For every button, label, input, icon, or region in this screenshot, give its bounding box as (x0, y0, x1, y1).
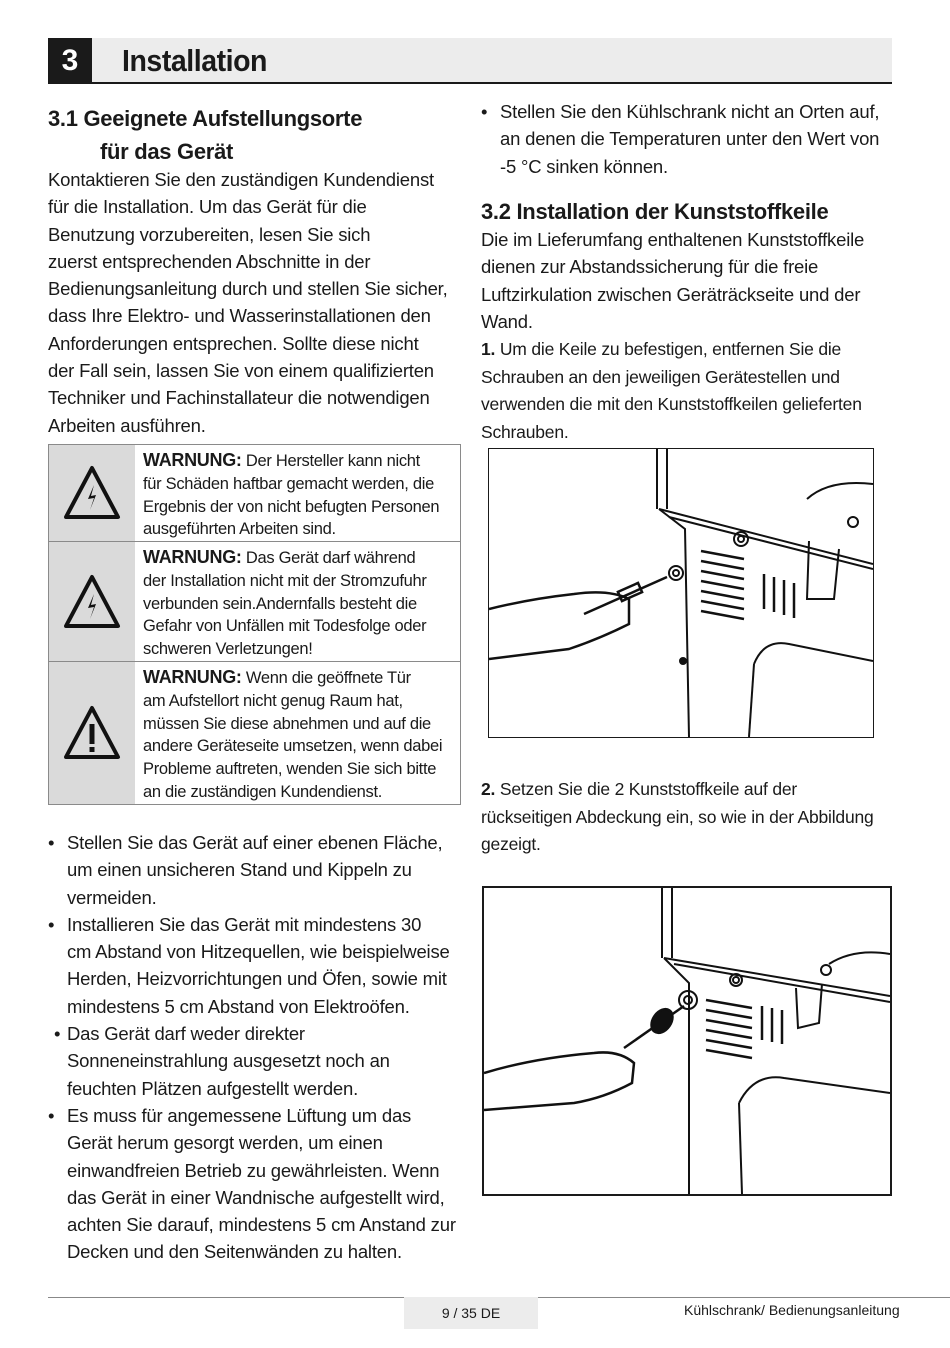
placement-bullet-list (48, 829, 458, 1266)
intro-line: Die im Lieferumfang enthaltenen Kunststoffkeile (481, 229, 865, 250)
warning-row (49, 445, 460, 542)
warning-label: WARNUNG: (143, 450, 242, 470)
list-item (48, 911, 458, 1020)
heading-3-1-line2: für das Gerät (100, 139, 234, 164)
bullet-line: Decken und den Seitenwänden zu halten. (67, 1241, 402, 1263)
bullet-line: feuchten Plätzen aufgestellt werden. (67, 1077, 359, 1099)
bullet-line: Das Gerät darf weder direkter (67, 1023, 305, 1045)
electric-shock-warning-icon (49, 445, 135, 541)
step-number: 1. (481, 339, 496, 359)
warning-line: an die zuständigen Kundendienst. (143, 782, 383, 801)
warning-line: Probleme auftreten, wenden Sie sich bitte (143, 760, 437, 779)
step-1 (481, 336, 901, 446)
warning-line: Ergebnis der von nicht befugten Personen (143, 497, 440, 516)
warning-label: WARNUNG: (143, 547, 242, 567)
step-line: Schrauben an den jeweiligen Gerätestellen und (481, 366, 840, 387)
bullet-line: mindestens 5 cm Abstand von Elektroöfen. (67, 995, 410, 1017)
heading-3-1-line1: 3.1 Geeignete Aufstellungsorte (48, 106, 363, 131)
bullet-line: -5 °C sinken können. (500, 155, 668, 177)
intro-line: für die Installation. Um das Gerät für die (48, 196, 367, 218)
bullet-line: cm Abstand von Hitzequellen, wie beispielweise (67, 941, 450, 963)
warning-line: andere Geräteseite umsetzen, wenn dabei (143, 737, 443, 756)
intro-line: Techniker und Fachinstallateur die notwendigen (48, 387, 430, 409)
warning-text (135, 445, 445, 541)
step-line: Setzen Sie die 2 Kunststoffkeile auf der (495, 779, 798, 799)
section-number: 3 (48, 38, 92, 84)
bullet-marker: • (48, 832, 55, 853)
step-line: Schrauben. (481, 421, 569, 442)
warning-line: für Schäden haftbar gemacht werden, die (143, 474, 434, 493)
list-item (48, 1020, 458, 1102)
page-number: 9 / 35 DE (404, 1297, 538, 1329)
intro-line: Wand. (481, 310, 533, 332)
warning-line: Der Hersteller kann nicht (241, 452, 420, 470)
warning-line: Das Gerät darf während (241, 549, 416, 567)
warning-row (49, 662, 460, 804)
warning-line: schweren Verletzungen! (143, 640, 313, 659)
intro-paragraph (48, 166, 458, 439)
intro-line: dass Ihre Elektro- und Wasserinstallationen den (48, 305, 431, 327)
warning-label: WARNUNG: (143, 667, 242, 687)
section-title: Installation (122, 43, 268, 78)
step-2 (481, 776, 901, 859)
list-item (48, 1102, 458, 1266)
list-item (48, 829, 458, 911)
wedge-installation-illustration (482, 886, 892, 1196)
warning-line: Wenn die geöffnete Tür (241, 669, 411, 687)
intro-line: Benutzung vorzubereiten, lesen Sie sich (48, 223, 371, 245)
bullet-line: Installieren Sie das Gerät mit mindestens 30 (67, 913, 422, 935)
warning-line: Gefahr von Unfällen mit Todesfolge oder (143, 617, 427, 636)
step-line: gezeigt. (481, 834, 541, 854)
warning-line: verbunden sein.Andernfalls besteht die (143, 594, 417, 613)
intro-line: Kontaktieren Sie den zuständigen Kundendienst (48, 169, 434, 190)
bullet-marker: • (54, 1023, 61, 1045)
bullet-line: achten Sie darauf, mindestens 5 cm Anstand zur (67, 1214, 456, 1236)
bullet-line: Stellen Sie den Kühlschrank nicht an Orten auf, (500, 101, 880, 122)
warning-row (49, 542, 460, 662)
bullet-marker: • (48, 913, 55, 935)
bullet-marker: • (48, 1104, 55, 1126)
bullet-line: einwandfreien Betrieb zu gewährleisten. Wenn (67, 1159, 440, 1181)
warning-line: der Installation nicht mit der Stromzufuhr (143, 571, 427, 590)
step-line: Um die Keile zu befestigen, entfernen Sie die (495, 339, 842, 359)
intro-line: dienen zur Abstandssicherung für die freie (481, 256, 819, 278)
electric-shock-warning-icon (49, 542, 135, 661)
temperature-bullet (481, 98, 901, 180)
intro-line: zuerst entsprechenden Abschnitte in der (48, 250, 371, 272)
list-item (481, 98, 901, 180)
screw-removal-illustration (488, 448, 874, 738)
bullet-line: vermeiden. (67, 886, 157, 908)
heading-3-2: 3.2 Installation der Kunststoffkeile (481, 199, 829, 224)
warnings-table (48, 444, 461, 805)
bullet-line: Stellen Sie das Gerät auf einer ebenen Fläche, (67, 832, 443, 853)
warning-line: am Aufstellort nicht genug Raum hat, (143, 691, 403, 710)
step-line: verwenden die mit den Kunststoffkeilen gelieferten (481, 394, 862, 414)
document-title: Kühlschrank/ Bedienungsanleitung (684, 1302, 900, 1318)
warning-line: ausgeführten Arbeiten sind. (143, 520, 336, 539)
step-line: rückseitigen Abdeckung ein, so wie in der Abbildung (481, 806, 874, 827)
bullet-marker: • (481, 101, 488, 122)
bullet-line: um einen unsicheren Stand und Kippeln zu (67, 859, 412, 881)
intro-line: der Fall sein, lassen Sie von einem qualifizierten (48, 360, 434, 382)
bullet-line: Sonneneinstrahlung ausgesetzt noch an (67, 1050, 390, 1072)
heading-3-1 (48, 102, 458, 168)
warning-text (135, 542, 433, 661)
intro-line: Anforderungen entsprechen. Sollte diese nicht (48, 332, 419, 354)
bullet-line: das Gerät in einer Wandnische aufgestellt wird, (67, 1186, 445, 1208)
bullet-line: Gerät herum gesorgt werden, um einen (67, 1132, 383, 1154)
exclamation-warning-icon (49, 662, 135, 804)
bullet-line: an denen die Temperaturen unter den Wert von (500, 128, 880, 150)
wedge-intro-paragraph (481, 226, 901, 335)
intro-line: Luftzirkulation zwischen Geräträckseite und der (481, 283, 861, 305)
warning-text (135, 662, 448, 804)
step-number: 2. (481, 779, 496, 799)
bullet-line: Herden, Heizvorrichtungen und Öfen, sowie mit (67, 968, 447, 990)
warning-line: müssen Sie diese abnehmen und auf die (143, 714, 431, 733)
intro-line: Arbeiten ausführen. (48, 414, 206, 436)
intro-line: Bedienungsanleitung durch und stellen Sie sicher, (48, 278, 448, 300)
bullet-line: Es muss für angemessene Lüftung um das (67, 1104, 412, 1126)
